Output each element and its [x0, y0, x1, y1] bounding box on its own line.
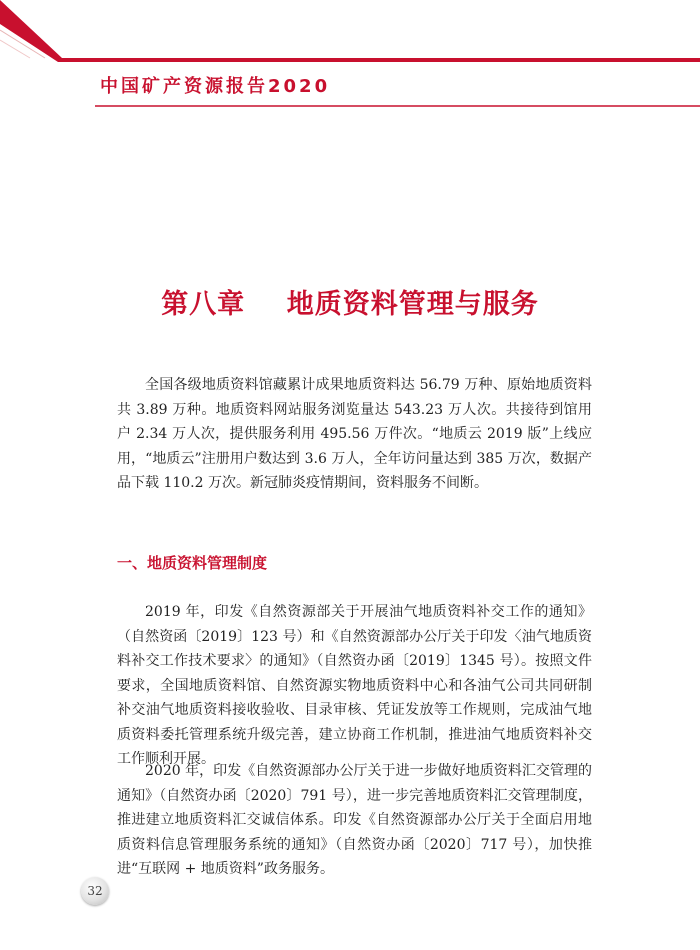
header-decoration [0, 0, 700, 130]
intro-paragraph: 全国各级地质资料馆藏累计成果地质资料达 56.79 万种、原始地质资料共 3.89 万种。地质资料网站服务浏览量达 543.23 万人次。共接待到馆用户 2.34 万人次，提供服务利用 495.56 万件次。“地质云 2019 版”上线应用，“地质云”注册用户数达到 3.6 万人，全年访问量达到 385 万次，数据产品下载 110.2 万次。新冠肺炎疫情期间，资料服务不间断。 [117, 377, 592, 491]
section-heading: 一、地质资料管理制度 [117, 554, 268, 572]
page-number: 32 [81, 877, 109, 905]
chapter-title: 第八章 地质资料管理与服务 [161, 289, 539, 320]
running-header-title: 中国矿产资源报告2020 [100, 76, 331, 97]
section-paragraph-2: 2020 年，印发《自然资源部办公厅关于进一步做好地质资料汇交管理的通知》（自然资办函〔2020〕791 号），进一步完善地质资料汇交管理制度，推进建立地质资料汇交诚信体系。印发《自然资源部办公厅关于全面启用地质资料信息管理服务系统的通知》（自然资办函〔2020〕717 号），加快推进“互联网 + 地质资料”政务服务。 [117, 763, 592, 877]
section-paragraph-1: 2019 年，印发《自然资源部关于开展油气地质资料补交工作的通知》（自然资函〔2019〕123 号）和《自然资源部办公厅关于印发〈油气地质资料补交工作技术要求〉的通知》（自然资办函〔2019〕1345 号）。按照文件要求，全国地质资料馆、自然资源实物地质资料中心和各油气公司共同研制补交油气地质资料接收验收、目录审核、凭证发放等工作规则，完成油气地质资料委托管理系统升级完善，建立协商工作机制，推进油气地质资料补交工作顺利开展。 [117, 604, 592, 767]
